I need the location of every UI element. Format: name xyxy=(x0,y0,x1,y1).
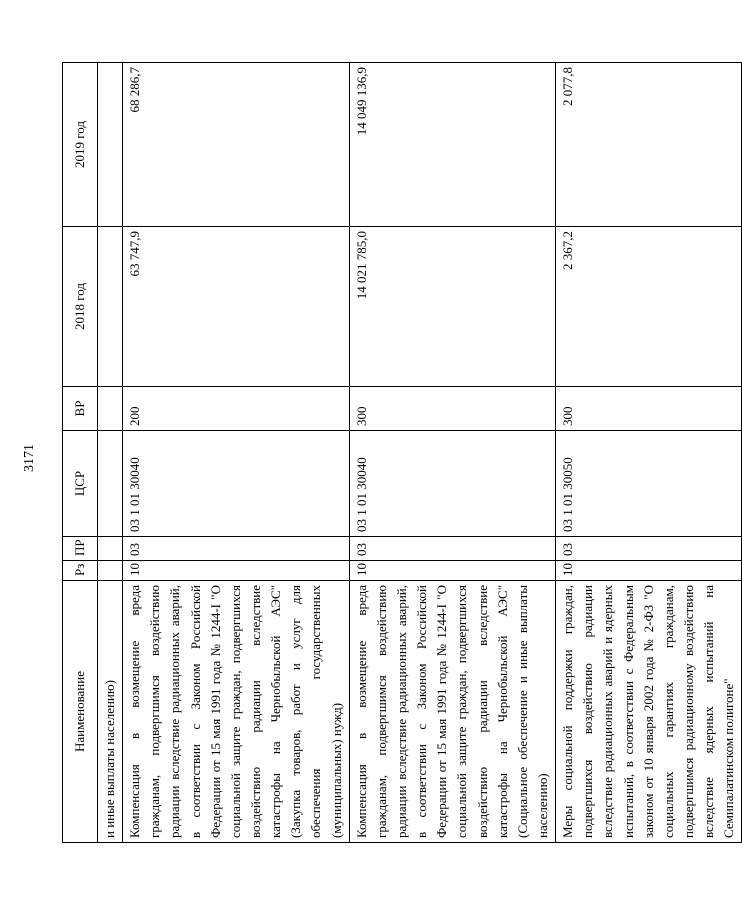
header-csr: ЦСР xyxy=(63,431,98,537)
row-2019: 2 077,8 xyxy=(556,63,742,227)
header-2018: 2018 год xyxy=(63,227,98,387)
row-rz: 10 xyxy=(123,561,350,581)
row-2018: 2 367,2 xyxy=(556,227,742,387)
row-csr xyxy=(98,431,123,537)
page-number: 3171 xyxy=(22,444,37,472)
row-pr: 03 xyxy=(349,537,555,561)
row-name: Компенсация в возмещение вреда гражданам, подвергшимся воздействию радиации вследствие радиационных аварий, в соответствии с Законом Российской Федерации от 15 мая 1991 года № 1244-I "О социальной защите граждан, подвергшихся воздействию радиации вследствие катастрофы на Чернобыльской АЭС" (Закупка товаров, работ и услуг для обеспечения государственных (муниципальных) нужд) xyxy=(123,581,350,843)
table-row xyxy=(349,63,555,843)
row-vr: 300 xyxy=(349,387,555,431)
row-csr: 03 1 01 30040 xyxy=(123,431,350,537)
header-vr: ВР xyxy=(63,387,98,431)
row-2019: 68 286,7 xyxy=(123,63,350,227)
row-name: Меры социальной поддержки граждан, подвергшихся воздействию радиации вследствие радиационных аварий и ядерных испытаний, в соответствии с Федеральным законом от 10 января 2002 года № 2-ФЗ "О социальных гарантиях гражданам, подвергшимся радиационному воздействию вследствие ядерных испытаний на Семипалатинском полигоне" xyxy=(556,581,742,843)
row-name: Компенсация в возмещение вреда гражданам, подвергшимся воздействию радиации вследствие радиационных аварий, в соответствии с Законом Российской Федерации от 15 мая 1991 года № 1244-I "О социальной защите граждан, подвергшихся воздействию радиации вследствие катастрофы на Чернобыльской АЭС" (Социальное обеспечение и иные выплаты населению) xyxy=(349,581,555,843)
rotated-page-content xyxy=(62,63,737,843)
row-pr: 03 xyxy=(556,537,742,561)
budget-table xyxy=(62,62,742,843)
row-pr: 03 xyxy=(123,537,350,561)
row-csr: 03 1 01 30050 xyxy=(556,431,742,537)
row-vr: 200 xyxy=(123,387,350,431)
table-row xyxy=(556,63,742,843)
row-csr: 03 1 01 30040 xyxy=(349,431,555,537)
row-2018 xyxy=(98,227,123,387)
row-vr xyxy=(98,387,123,431)
table-header-row xyxy=(63,63,98,843)
header-rz: Рз xyxy=(63,561,98,581)
row-rz xyxy=(98,561,123,581)
header-name: Наименование xyxy=(63,581,98,843)
row-name: и иные выплаты населению) xyxy=(98,581,123,843)
row-2019: 14 049 136,9 xyxy=(349,63,555,227)
row-2018: 14 021 785,0 xyxy=(349,227,555,387)
table-row xyxy=(98,63,123,843)
row-2018: 63 747,9 xyxy=(123,227,350,387)
table-row xyxy=(123,63,350,843)
row-rz: 10 xyxy=(349,561,555,581)
row-2019 xyxy=(98,63,123,227)
row-vr: 300 xyxy=(556,387,742,431)
header-pr: ПР xyxy=(63,537,98,561)
row-rz: 10 xyxy=(556,561,742,581)
header-2019: 2019 год xyxy=(63,63,98,227)
row-pr xyxy=(98,537,123,561)
